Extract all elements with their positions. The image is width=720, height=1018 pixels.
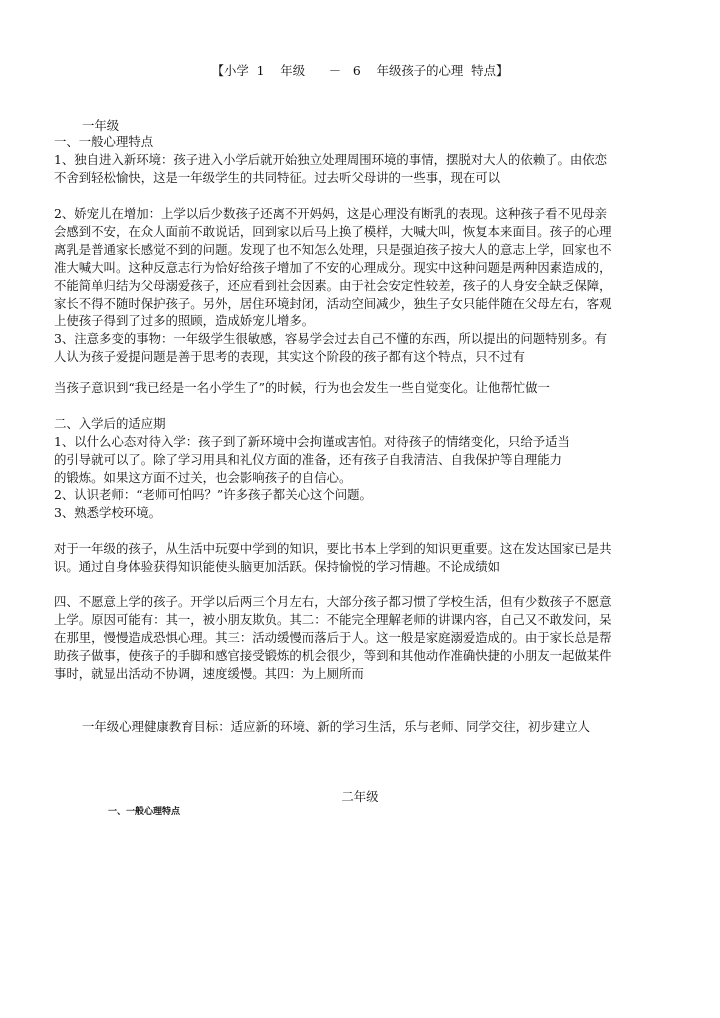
paragraph-line: 人认为孩子爱提问题是善于思考的表现，其实这个阶段的孩子都有这个特点，只不过有: [54, 349, 525, 364]
paragraph-line: 2、娇宠儿在增加：上学以后少数孩子还离不开妈妈，这是心理没有断乳的表现。这种孩子看不见母亲: [54, 206, 608, 221]
grade1-section1-heading: 一、一般心理特点: [54, 134, 154, 149]
paragraph-line: 会感到不安，在众人面前不敢说话，回到家以后马上换了模样，大喊大叫，恢复本来面目。孩子的心理: [54, 224, 612, 239]
paragraph-line: 家长不得不随时保护孩子。另外，居住环境封闭，活动空间减少，独生子女只能伴随在父母左右，客观: [54, 296, 612, 311]
document-title: 【小学 1 年级 － 6 年级孩子的心理 特点】: [211, 63, 509, 78]
paragraph-line: 四、不愿意上学的孩子。开学以后两三个月左右，大部分孩子都习惯了学校生活，但有少数孩子不愿意: [54, 594, 612, 609]
paragraph-line: 在那里，慢慢造成恐惧心理。其三：活动缓慢而落后于人。这一般是家庭溺爱造成的。由于家长总是帮: [54, 630, 612, 645]
paragraph-line: 3、熟悉学校环境。: [54, 505, 162, 520]
paragraph-line: 对于一年级的孩子，从生活中玩耍中学到的知识，要比书本上学到的知识更重要。这在发达国家已是共: [54, 541, 612, 556]
paragraph-line: 当孩子意识到“我已经是一名小学生了”的时候，行为也会发生一些自觉变化。让他帮忙做一: [54, 380, 550, 395]
grade1-section2-heading: 二、入学后的适应期: [54, 416, 166, 431]
paragraph-line: 上使孩子得到了过多的照顾，造成娇宠儿增多。: [54, 313, 315, 328]
paragraph-line: 助孩子做事，使孩子的手脚和感官接受锻炼的机会很少，等到和其他动作准确快捷的小朋友一起做某件: [54, 648, 612, 663]
grade1-goal: 一年级心理健康教育目标：适应新的环境、新的学习生活，乐与老师、同学交往，初步建立人: [82, 719, 591, 734]
paragraph-line: 事时，就显出活动不协调，速度缓慢。其四：为上厕所而: [54, 666, 364, 681]
paragraph-line: 识。通过自身体验获得知识能使头脑更加活跃。保持愉悦的学习情趣。不论成绩如: [54, 559, 501, 574]
paragraph-line: 不能简单归结为父母溺爱孩子，还应看到社会因素。由于社会安定性较差，孩子的人身安全缺乏保障，: [54, 278, 612, 293]
grade2-heading: 二年级: [341, 789, 379, 804]
grade1-heading: 一年级: [82, 118, 120, 133]
grade2-section1-heading: 一、一般心理特点: [108, 807, 181, 817]
paragraph-line: 不舍到轻松愉快，这是一年级学生的共同特征。过去听父母讲的一些事，现在可以: [54, 170, 501, 185]
paragraph-line: 准大喊大叫。这种反意志行为恰好给孩子增加了不安的心理成分。现实中这种问题是两种因素造成的，: [54, 260, 612, 275]
paragraph-line: 2、认识老师：“老师可怕吗？”许多孩子都关心这个问题。: [54, 487, 372, 502]
paragraph-line: 3、注意多变的事物：一年级学生很敏感，容易学会过去自己不懂的东西，所以提出的问题特别多。有: [54, 331, 608, 346]
paragraph-line: 上学。原因可能有：其一，被小朋友欺负。其二：不能完全理解老师的讲课内容，自己又不敢发问，呆: [54, 612, 612, 627]
paragraph-line: 1、独自进入新环境：孩子进入小学后就开始独立处理周围环境的事情，摆脱对大人的依赖了。由依恋: [54, 152, 608, 167]
paragraph-line: 离乳是普通家长感觉不到的问题。发现了也不知怎么处理，只是强迫孩子按大人的意志上学，回家也不: [54, 242, 612, 257]
paragraph-line: 的引导就可以了。除了学习用具和礼仪方面的准备，还有孩子自我清洁、自我保护等自理能力: [54, 452, 563, 467]
paragraph-line: 1、以什么心态对待入学：孩子到了新环境中会拘谨或害怕。对待孩子的情绪变化，只给予适当: [54, 434, 570, 449]
paragraph-line: 的锻炼。如果这方面不过关，也会影响孩子的自信心。: [54, 470, 352, 485]
